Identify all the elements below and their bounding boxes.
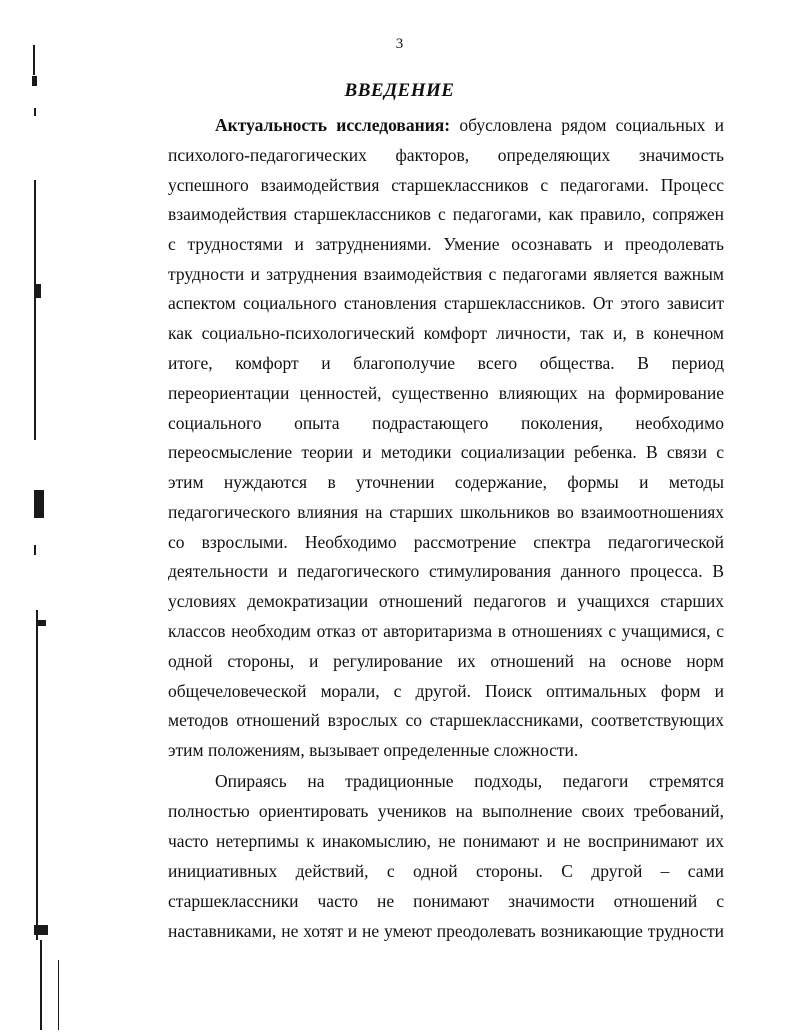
text-line: трудности и затруднения взаимодействия с педагогами является важным — [168, 264, 724, 284]
text-line: инициативных действий, с одной стороны. С другой – сами — [168, 861, 724, 881]
scan-artifact — [34, 284, 41, 298]
text-line: со взрослыми. Необходимо рассмотрение спектра педагогической — [168, 532, 724, 552]
text-line: переосмысление теории и методики социализации ребенка. В связи с — [168, 442, 724, 462]
scan-artifact — [34, 108, 36, 116]
text-line: педагогического влияния на старших школьников во взаимоотношениях — [168, 502, 724, 522]
text-line: как социально-психологический комфорт личности, так и, в конечном — [168, 323, 724, 343]
text-line: социального опыта подрастающего поколения, необходимо — [168, 413, 724, 433]
text-line: успешного взаимодействия старшеклассников с педагогами. Процесс — [168, 175, 724, 195]
scan-artifact — [34, 545, 36, 555]
scan-artifact — [36, 610, 38, 940]
text-line: аспектом социального становления старшеклассников. От этого зависит — [168, 293, 724, 313]
text-line: классов необходим отказ от авторитаризма в отношениях с учащимися, с — [168, 621, 724, 641]
text-line: полностью ориентировать учеников на выполнение своих требований, — [168, 801, 724, 821]
scan-artifact — [40, 940, 42, 1030]
text-line: взаимодействия старшеклассников с педагогами, как правило, сопряжен — [168, 204, 724, 224]
text-line: условиях демократизации отношений педагогов и учащихся старших — [168, 591, 724, 611]
text-line: с трудностями и затруднениями. Умение осознавать и преодолевать — [168, 234, 724, 254]
text-line: этим нуждаются в уточнении содержание, формы и методы — [168, 472, 724, 492]
scan-artifact — [34, 925, 48, 935]
text-line: деятельности и педагогического стимулирования данного процесса. В — [168, 561, 724, 581]
section-heading: ВВЕДЕНИЕ — [344, 80, 455, 101]
lead-phrase: Актуальность исследования: — [215, 115, 451, 135]
scan-artifact — [38, 620, 46, 626]
text-line: Опираясь на традиционные подходы, педагоги стремятся — [215, 771, 724, 791]
text-line: общечеловеческой морали, с другой. Поиск оптимальных форм и — [168, 681, 724, 701]
text-line: переориентации ценностей, существенно влияющих на формирование — [168, 383, 724, 403]
text-line: методов отношений взрослых со старшеклассниками, соответствующих — [168, 710, 724, 730]
scan-artifact — [34, 180, 36, 440]
page-number: 3 — [395, 36, 404, 52]
text-line: Актуальность исследования: обусловлена рядом социальных и — [215, 115, 725, 135]
text-line: психолого-педагогических факторов, определяющих значимость — [168, 145, 724, 165]
text-line: наставниками, не хотят и не умеют преодолевать возникающие трудности — [168, 921, 724, 941]
text-line: одной стороны, и регулирование их отношений на основе норм — [168, 651, 724, 671]
scan-artifact — [34, 490, 44, 518]
text-line: старшеклассники часто не понимают значимости отношений с — [168, 891, 724, 911]
text-line: итоге, комфорт и благополучие всего общества. В период — [168, 353, 724, 373]
scan-artifact — [58, 960, 59, 1030]
text-line: этим положениям, вызывает определенные сложности. — [168, 740, 579, 760]
text-line: часто нетерпимы к инакомыслию, не понимают и не воспринимают их — [168, 831, 724, 851]
